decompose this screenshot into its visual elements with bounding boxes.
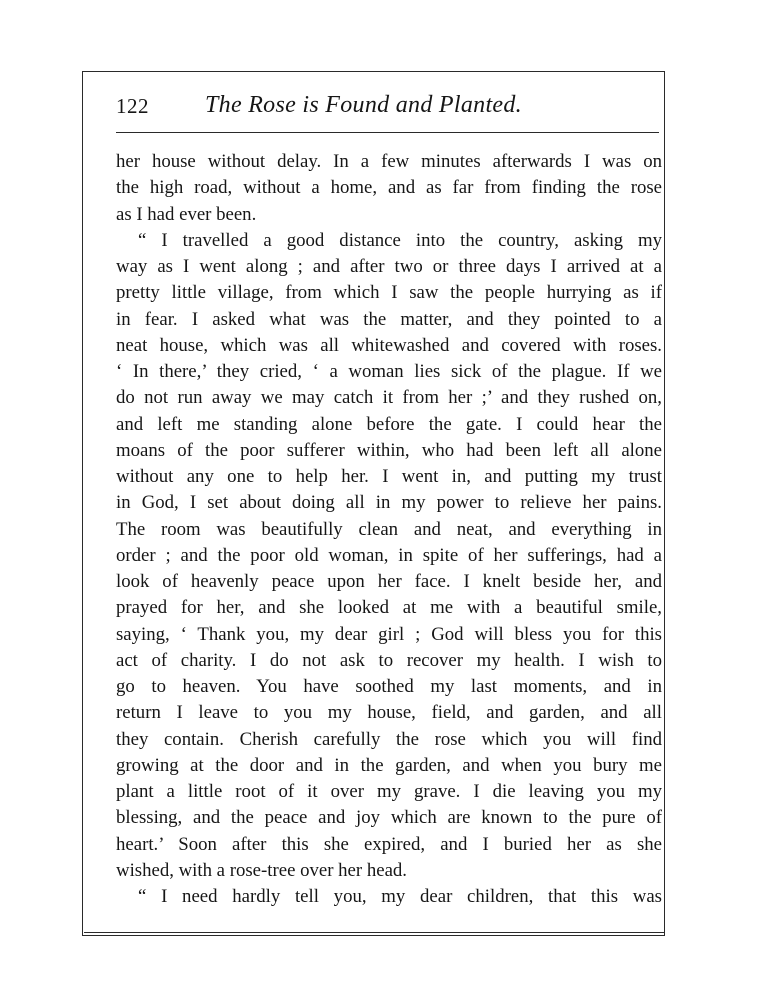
text-line: The room was beautifully clean and neat, and everything in [116,518,662,540]
text-line: neat house, which was all whitewashed and covered with roses. [116,334,662,356]
text-line: the high road, without a home, and as far from finding the rose [116,177,662,199]
text-line: order ; and the poor old woman, in spite of her sufferings, had a [116,544,662,566]
text-line: “ I travelled a good distance into the country, asking my [138,229,662,251]
running-head [116,92,660,126]
text-line: as I had ever been. [116,203,257,225]
text-line: go to heaven. You have soothed my last moments, and in [116,676,662,697]
text-line: wished, with a rose-tree over her head. [116,859,407,881]
text-line: pretty little village, from which I saw the people hurrying as if [116,282,662,304]
text-line: without any one to help her. I went in, and putting my trust [116,466,662,487]
text-line: way as I went along ; and after two or three days I arrived at a [116,256,662,277]
page-number: 122 [116,94,149,118]
text-line: return I leave to you my house, field, and garden, and all [116,702,662,724]
text-line: and left me standing alone before the gate. I could hear the [116,413,662,435]
text-line: they contain. Cherish carefully the rose which you will find [116,728,662,750]
text-line: “ I need hardly tell you, my dear children, that this was [138,886,662,907]
text-line: prayed for her, and she looked at me with a beautiful smile, [116,597,662,619]
text-line: her house without delay. In a few minutes afterwards I was on [116,151,662,172]
text-line: look of heavenly peace upon her face. I knelt beside her, and [116,571,662,592]
text-line: plant a little root of it over my grave. I die leaving you my [116,781,662,802]
text-line: ‘ In there,’ they cried, ‘ a woman lies sick of the plague. If we [116,361,662,382]
bottom-rule [84,932,664,933]
text-line: in God, I set about doing all in my power to relieve her pains. [116,492,662,514]
text-line: do not run away we may catch it from her ;’ and they rushed on, [116,387,662,409]
text-line: blessing, and the peace and joy which are known to the pure of [116,807,662,829]
text-line: moans of the poor sufferer within, who had been left all alone [116,439,662,461]
text-line: in fear. I asked what was the matter, and they pointed to a [116,308,662,330]
running-title: The Rose is Found and Planted. [205,92,522,118]
text-line: growing at the door and in the garden, and when you bury me [116,754,662,776]
body-text [116,149,662,910]
text-line: heart.’ Soon after this she expired, and I buried her as she [116,833,662,855]
text-line: act of charity. I do not ask to recover my health. I wish to [116,649,662,671]
header-rule [116,132,659,133]
text-line: saying, ‘ Thank you, my dear girl ; God will bless you for this [116,623,662,645]
